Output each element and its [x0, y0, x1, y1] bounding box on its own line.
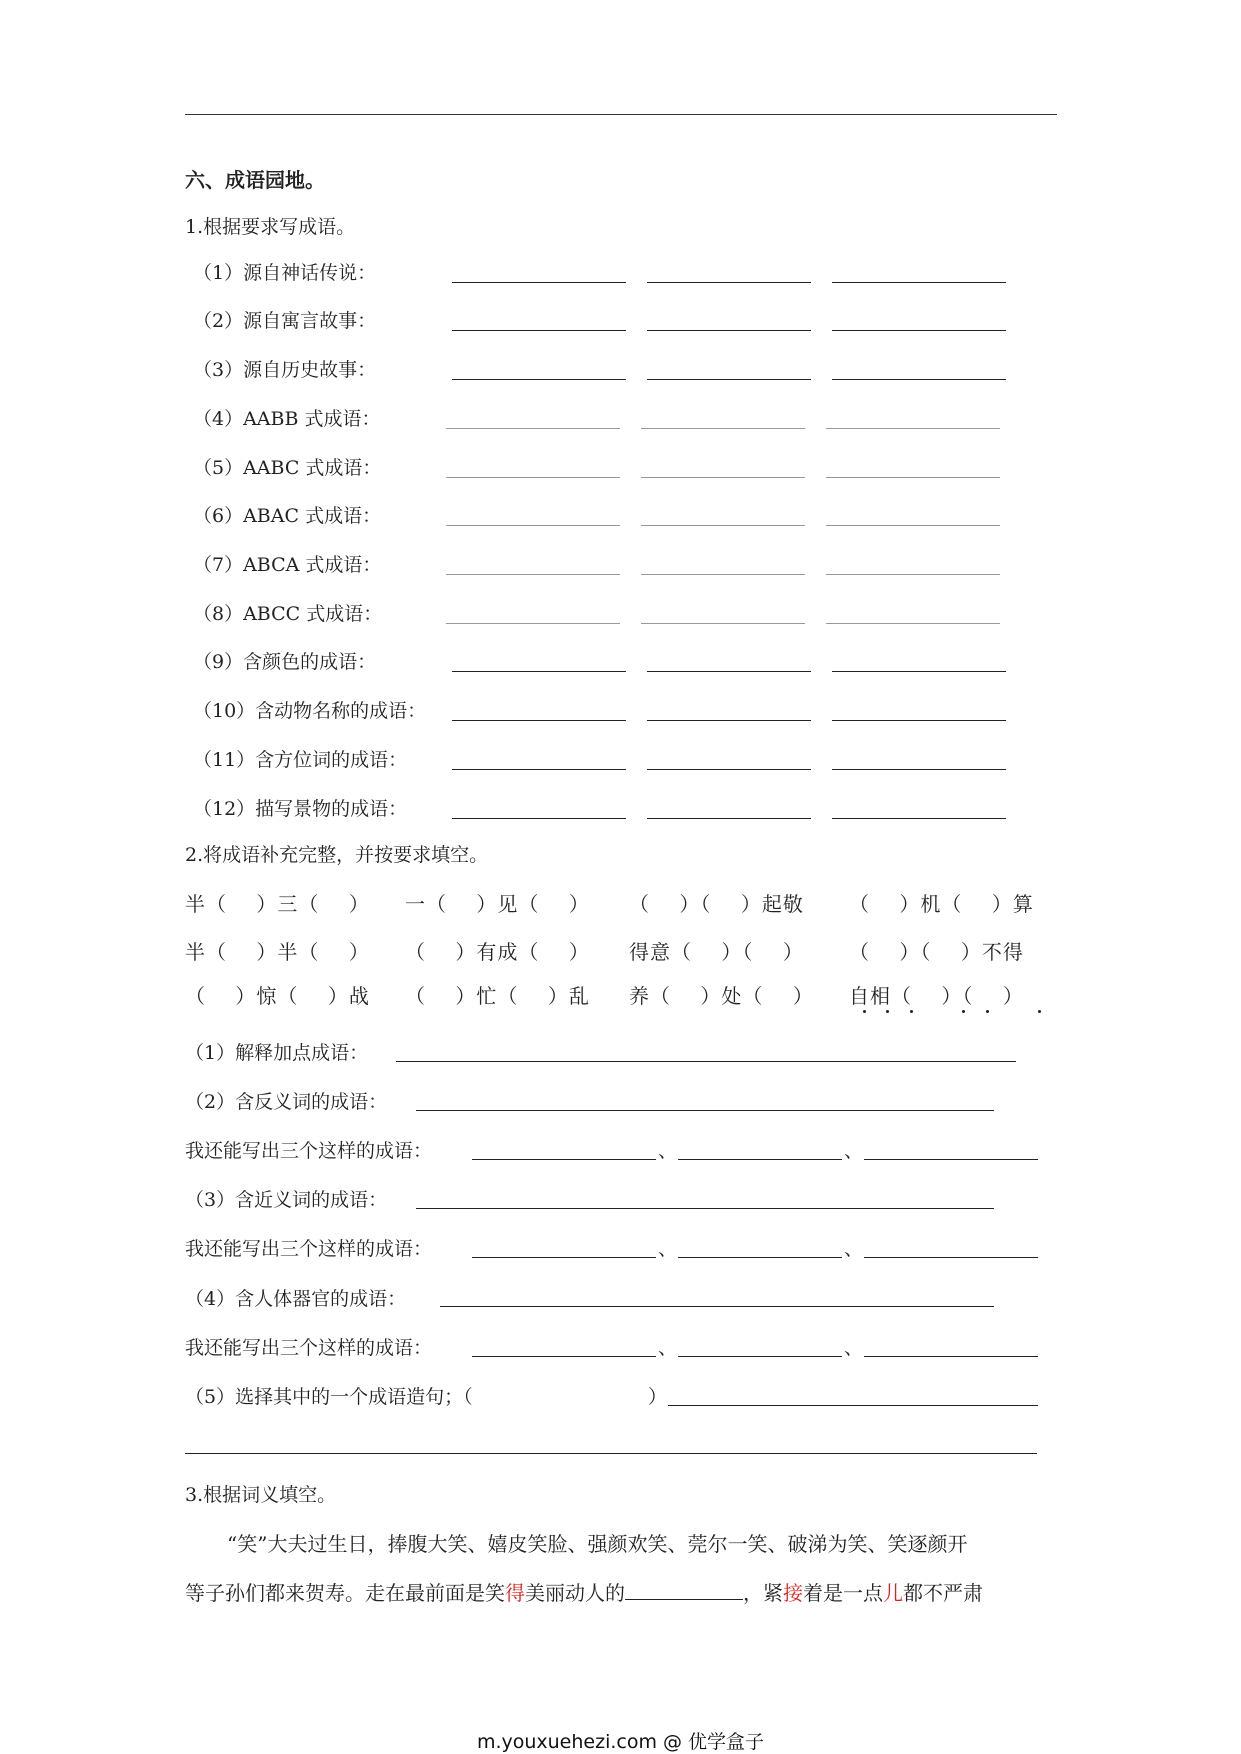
part1-item-label: （9）含颜色的成语：: [193, 651, 377, 673]
part3-text: 美丽动人的: [525, 1581, 625, 1605]
part1-title: 1.根据要求写成语。: [185, 216, 356, 238]
highlight-char: 儿: [883, 1581, 903, 1605]
q3-label: （3）含近义词的成语：: [185, 1189, 388, 1211]
section-title: 六、成语园地。: [185, 168, 325, 192]
part1-item-label: （1）源自神话传说：: [193, 262, 377, 284]
idiom-1-3: （ ）（ ）起敬: [629, 892, 804, 916]
also-2-blank-3[interactable]: [864, 1257, 1038, 1258]
also-label-3: 我还能写出三个这样的成语：: [185, 1337, 433, 1359]
part1-answer-blank[interactable]: [641, 428, 805, 429]
q1-label: （1）解释加点成语：: [185, 1042, 369, 1064]
emphasis-dot: [1038, 1010, 1041, 1013]
idiom-3-1: （ ）惊（ ）战: [185, 984, 370, 1008]
emphasis-dot: [962, 1010, 965, 1013]
part1-answer-blank[interactable]: [452, 282, 626, 283]
part1-answer-blank[interactable]: [832, 671, 1006, 672]
part1-answer-blank[interactable]: [446, 428, 620, 429]
also-3-blank-2[interactable]: [678, 1356, 842, 1357]
q3-answer-blank[interactable]: [416, 1208, 994, 1209]
also-1-blank-3[interactable]: [864, 1159, 1038, 1160]
idiom-1-2: 一（ ）见（ ）: [405, 892, 590, 916]
emphasis-dot: [910, 1010, 913, 1013]
part1-item-label: （2）源自寓言故事：: [193, 310, 377, 332]
highlight-char: 得: [505, 1581, 525, 1605]
also-2-blank-2[interactable]: [678, 1257, 842, 1258]
part1-answer-blank[interactable]: [647, 720, 811, 721]
part1-answer-blank[interactable]: [826, 477, 1000, 478]
also-3-blank-1[interactable]: [472, 1356, 656, 1357]
part1-answer-blank[interactable]: [832, 720, 1006, 721]
also-1-blank-1[interactable]: [472, 1159, 656, 1160]
part1-item-label: （4）AABB 式成语：: [193, 408, 381, 430]
part1-answer-blank[interactable]: [832, 818, 1006, 819]
part3-text: 着是一点: [803, 1581, 883, 1605]
part1-answer-blank[interactable]: [832, 330, 1006, 331]
q5-label: （5）选择其中的一个成语造句；（: [185, 1386, 473, 1408]
part1-answer-blank[interactable]: [452, 671, 626, 672]
part1-answer-blank[interactable]: [452, 769, 626, 770]
part1-item-label: （7）ABCA 式成语：: [193, 554, 382, 576]
part3-line-1: “笑”大夫过生日，捧腹大笑、嬉皮笑脸、强颜欢笑、莞尔一笑、破涕为笑、笑逐颜开: [227, 1532, 968, 1556]
sep: 、: [844, 1140, 864, 1162]
part3-text: 都不严肃: [903, 1581, 983, 1605]
part1-answer-blank[interactable]: [446, 477, 620, 478]
header-rule: [185, 114, 1057, 115]
part3-answer-blank[interactable]: [625, 1581, 743, 1600]
part1-item-label: （11）含方位词的成语：: [193, 749, 408, 771]
idiom-2-4: （ ）（ ）不得: [849, 940, 1024, 964]
also-1-blank-2[interactable]: [678, 1159, 842, 1160]
q4-label: （4）含人体器官的成语：: [185, 1288, 407, 1310]
part1-answer-blank[interactable]: [832, 379, 1006, 380]
idiom-1-1: 半（ ）三（ ）: [185, 892, 370, 916]
idiom-2-3: 得意（ ）（ ）: [629, 940, 804, 964]
emphasis-dot: [886, 1010, 889, 1013]
q5-paren-close: ）: [648, 1386, 668, 1408]
sep: 、: [844, 1337, 864, 1359]
part1-answer-blank[interactable]: [832, 769, 1006, 770]
part1-answer-blank[interactable]: [446, 623, 620, 624]
part1-answer-blank[interactable]: [647, 769, 811, 770]
q2-label: （2）含反义词的成语：: [185, 1091, 388, 1113]
part1-item-label: （5）AABC 式成语：: [193, 457, 382, 479]
idiom-3-2: （ ）忙（ ）乱: [405, 984, 590, 1008]
sep: 、: [658, 1337, 678, 1359]
part1-answer-blank[interactable]: [452, 330, 626, 331]
footer-watermark: m.youxuehezi.com @ 优学盒子: [476, 1731, 765, 1753]
also-label-2: 我还能写出三个这样的成语：: [185, 1238, 433, 1260]
part1-item-label: （8）ABCC 式成语：: [193, 603, 383, 625]
sep: 、: [844, 1238, 864, 1260]
part3-line-2: [185, 1577, 983, 1606]
part3-title: 3.根据词义填空。: [185, 1484, 337, 1506]
idiom-2-2: （ ）有成（ ）: [405, 940, 590, 964]
part1-answer-blank[interactable]: [647, 671, 811, 672]
q5-sentence-blank[interactable]: [668, 1405, 1038, 1406]
emphasis-dot: [863, 1010, 866, 1013]
idiom-3-4: 自相（ ）（ ）: [849, 984, 1024, 1008]
emphasis-dot: [986, 1010, 989, 1013]
part1-answer-blank[interactable]: [647, 282, 811, 283]
q1-answer-blank[interactable]: [396, 1061, 1016, 1062]
part1-answer-blank[interactable]: [452, 818, 626, 819]
part1-answer-blank[interactable]: [641, 574, 805, 575]
part1-item-label: （6）ABAC 式成语：: [193, 505, 382, 527]
sep: 、: [658, 1140, 678, 1162]
part1-answer-blank[interactable]: [446, 525, 620, 526]
part1-answer-blank[interactable]: [641, 623, 805, 624]
part1-item-label: （3）源自历史故事：: [193, 359, 377, 381]
part1-answer-blank[interactable]: [832, 282, 1006, 283]
highlight-char: 接: [783, 1581, 803, 1605]
part1-answer-blank[interactable]: [641, 525, 805, 526]
part1-answer-blank[interactable]: [452, 379, 626, 380]
part1-answer-blank[interactable]: [452, 720, 626, 721]
q4-answer-blank[interactable]: [440, 1306, 994, 1307]
part1-answer-blank[interactable]: [826, 428, 1000, 429]
also-label-1: 我还能写出三个这样的成语：: [185, 1140, 433, 1162]
also-2-blank-1[interactable]: [472, 1257, 656, 1258]
part1-answer-blank[interactable]: [826, 525, 1000, 526]
part1-item-label: （12）描写景物的成语：: [193, 798, 408, 820]
part2-title: 2.将成语补充完整，并按要求填空。: [185, 844, 489, 866]
q5-sentence-blank-2[interactable]: [185, 1453, 1037, 1454]
part1-answer-blank[interactable]: [641, 477, 805, 478]
part1-answer-blank[interactable]: [826, 574, 1000, 575]
part3-text: ，紧: [743, 1581, 783, 1605]
part1-answer-blank[interactable]: [647, 379, 811, 380]
part1-item-label: （10）含动物名称的成语：: [193, 700, 427, 722]
also-3-blank-3[interactable]: [864, 1356, 1038, 1357]
idiom-1-4: （ ）机（ ）算: [849, 892, 1034, 916]
idiom-2-1: 半（ ）半（ ）: [185, 940, 370, 964]
part3-text: 等子孙们都来贺寿。走在最前面是笑: [185, 1581, 505, 1605]
sep: 、: [658, 1238, 678, 1260]
part1-answer-blank[interactable]: [446, 574, 620, 575]
q2-answer-blank[interactable]: [416, 1110, 994, 1111]
part1-answer-blank[interactable]: [826, 623, 1000, 624]
part1-answer-blank[interactable]: [647, 330, 811, 331]
idiom-3-3: 养（ ）处（ ）: [629, 984, 814, 1008]
part1-answer-blank[interactable]: [647, 818, 811, 819]
